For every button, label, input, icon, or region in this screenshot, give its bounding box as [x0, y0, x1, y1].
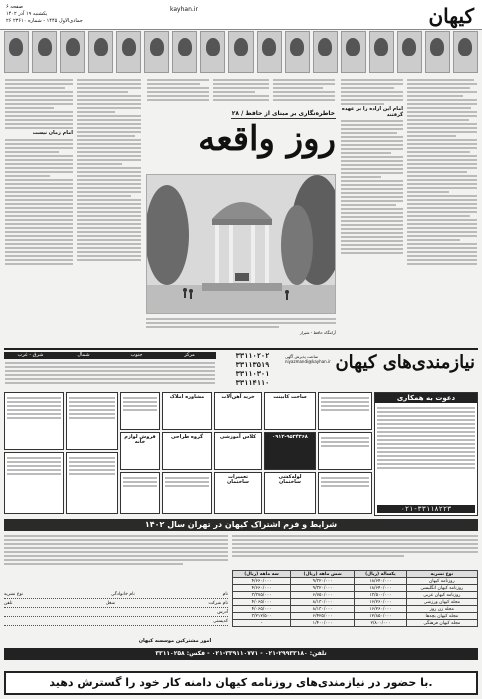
table-header: جنوب	[130, 352, 143, 358]
subscription-price-table	[232, 570, 478, 627]
column-header: سه ماهه (ریال)	[233, 571, 291, 578]
ad-box[interactable]	[214, 472, 262, 514]
ad-box[interactable]	[318, 392, 372, 430]
classifieds-subtitle: ساعت پذیرش آگهی	[285, 354, 319, 359]
table-row: - ۱/۴۰۰/۰۰۰ ۲/۸۰۰/۰۰۰ مجله کیهان فرهنگی	[233, 620, 478, 627]
portrait	[369, 31, 394, 73]
portrait	[60, 31, 85, 73]
portrait	[397, 31, 422, 73]
page-label: صفحه ۶	[6, 4, 23, 10]
ad-box[interactable]	[264, 472, 316, 514]
site-url: kayhan.ir	[170, 6, 198, 13]
ad-box[interactable]	[4, 452, 64, 514]
subscription-form	[4, 590, 228, 640]
invite-title: دعوت به همکاری	[375, 393, 477, 403]
subheading: امام زمان نیست	[32, 130, 73, 136]
phone-number[interactable]: ۳۳۱۱۰۳۰۱	[235, 370, 270, 378]
ad-box[interactable]	[264, 392, 316, 430]
classifieds-header	[285, 352, 475, 378]
ad-heading: لوله‌کشی ساختمان	[278, 474, 302, 485]
ad-heading: مشاوره املاک	[169, 394, 205, 400]
caption-text: آرامگاه حافظ - شیراز	[299, 330, 336, 335]
table-header: مرکز	[184, 352, 195, 358]
ad-heading: تعمیرات ساختمان	[227, 474, 249, 485]
ad-box[interactable]	[162, 392, 212, 430]
portrait	[4, 31, 29, 73]
regional-ads-table	[4, 352, 216, 388]
portrait	[425, 31, 450, 73]
ad-box[interactable]	[162, 432, 212, 470]
table-header: شرق - غرب	[17, 352, 44, 358]
portrait-strip	[4, 31, 478, 73]
article-column-2	[340, 76, 404, 348]
article-banner	[146, 109, 336, 173]
ad-box[interactable]	[214, 392, 262, 430]
contact-bar: تلفن: ۲۹۹۳۳۱۸۰-۰۲۱ - ۳۳۹۱۱۰۷۷۱-۰۲۱ - فکس: ۳۳۱۱۰۲۵۸	[4, 648, 478, 660]
column-header: شش ماهه (ریال)	[291, 571, 355, 578]
masthead	[0, 0, 482, 30]
phone-number[interactable]: ۳۳۱۱۳۵۱۹	[235, 361, 270, 369]
portrait	[88, 31, 113, 73]
table-row: ۳/۳۷۵/۰۰۰ ۶/۷۵۰/۰۰۰ ۱۳/۵۰۰/۰۰۰ روزنامه کیهان عربی	[233, 592, 478, 599]
ad-box[interactable]	[66, 392, 118, 450]
ad-box[interactable]	[66, 452, 118, 514]
ad-box[interactable]	[4, 392, 64, 450]
table-row: ۴/۰۶۵/۰۰۰ ۸/۱۳۰/۰۰۰ ۱۶/۲۶۰/۰۰۰ مجله کیهان ورزشی	[233, 599, 478, 606]
ad-heading: خرید آهن‌آلات	[221, 394, 255, 400]
article-column-6	[76, 76, 142, 348]
form-label: تلفن	[4, 601, 13, 606]
form-label: کدپستی	[213, 619, 228, 624]
photo-caption	[146, 316, 336, 346]
portrait	[453, 31, 478, 73]
subscription-terms	[232, 533, 478, 569]
ad-box[interactable]	[318, 472, 372, 514]
subscription-banner: شرایط و فرم اشتراک کیهان در تهران سال ۱۴۰۲	[4, 519, 478, 531]
ad-phone[interactable]: ۰۹۱۲-۹۵۳۴۳۶۸	[272, 434, 308, 440]
column-header: نوع نشریه	[406, 571, 477, 578]
portrait	[228, 31, 253, 73]
ad-heading: ساخت کابینت	[273, 394, 307, 400]
newspaper-logo: کیهان	[428, 4, 474, 28]
portrait	[116, 31, 141, 73]
portrait	[341, 31, 366, 73]
subscription-rules	[4, 533, 228, 589]
portrait	[144, 31, 169, 73]
form-label: شغل	[105, 601, 116, 606]
table-header: شمال	[77, 352, 90, 358]
classifieds-title: نیازمندی‌های کیهان	[335, 352, 475, 373]
table-header-row	[233, 571, 478, 578]
column-header: یکساله (ریال)	[355, 571, 407, 578]
ad-box[interactable]	[120, 472, 160, 514]
portrait	[313, 31, 338, 73]
ad-box[interactable]	[318, 432, 372, 470]
classifieds-phones	[220, 352, 285, 392]
ad-box[interactable]	[214, 432, 262, 470]
subscription-office: امور مشترکین موسسه کیهان	[138, 638, 212, 644]
table-row: ۴/۰۶۵/۰۰۰ ۸/۱۳۰/۰۰۰ ۱۶/۲۶۰/۰۰۰ مجله زن روز	[233, 606, 478, 613]
article-kicker: خاطره‌نگاری بر مبنای از حافظ / ۲۸	[231, 110, 335, 117]
article-column-4-top	[212, 76, 270, 108]
classifieds-email[interactable]: niyazmandi@kayhan.ir	[285, 359, 331, 364]
footer-slogan: با حضور در نیازمندی‌های روزنامه کیهان دامنه کار خود را گسترش دهید.	[4, 671, 478, 695]
article-column-right	[406, 76, 478, 348]
portrait	[285, 31, 310, 73]
article-column-3-top	[272, 76, 336, 108]
form-label: نام	[222, 592, 228, 597]
table-row: ۴/۶۶۰/۰۰۰ ۹/۳۲۰/۰۰۰ ۱۸/۶۴۰/۰۰۰ روزنامه کیهان انگلیسی	[233, 585, 478, 592]
portrait	[200, 31, 225, 73]
portrait	[257, 31, 282, 73]
form-label: نام خانوادگی	[110, 592, 135, 597]
portrait	[32, 31, 57, 73]
issue-info	[6, 4, 83, 25]
ad-heading: فروش لوازم خانه	[124, 434, 156, 445]
article-column-left	[4, 76, 74, 348]
ad-box[interactable]	[264, 432, 316, 470]
phone-number[interactable]: ۳۳۱۱۰۲۰۲	[235, 352, 270, 360]
issue-number: ۲۶ جمادی‌الاول ۱۴۴۵ - شماره ۲۳۶۱۰	[6, 18, 83, 24]
form-label: آدرس	[217, 610, 228, 615]
ad-heading: گروه طراحی	[170, 434, 203, 440]
subheading: امام این اراده را بر عهده گرفتند	[341, 106, 403, 118]
issue-date: یکشنبه ۱۹ آذر ۱۴۰۲	[6, 11, 48, 17]
ad-box[interactable]	[120, 432, 160, 470]
portrait	[172, 31, 197, 73]
invite-phone[interactable]: ۰۲۱-۳۳۱۱۸۲۲۳	[377, 505, 475, 513]
ad-heading: کلاس آموزشی	[219, 434, 257, 440]
ad-box[interactable]	[120, 392, 160, 430]
ad-box[interactable]	[162, 472, 212, 514]
article-photo	[146, 174, 336, 314]
table-row: ۴/۶۶۰/۰۰۰ ۹/۳۲۰/۰۰۰ ۱۸/۶۴۰/۰۰۰ روزنامه کیهان	[233, 578, 478, 585]
phone-number[interactable]: ۳۳۱۱۴۱۱۰	[235, 379, 270, 387]
hafez-tomb-image	[147, 175, 336, 314]
article-column-5-top	[146, 76, 210, 108]
job-invite-ad[interactable]	[374, 392, 478, 516]
article-title: روز واقعه	[198, 119, 336, 159]
form-label: نوع نشریه	[4, 592, 24, 597]
table-row: ۳/۲۱۲/۵۰۰ ۶/۴۲۵/۰۰۰ ۱۲/۸۵۰/۰۰۰ مجله کیهان بچه‌ها	[233, 613, 478, 620]
form-label: نام شرکت	[208, 601, 228, 606]
